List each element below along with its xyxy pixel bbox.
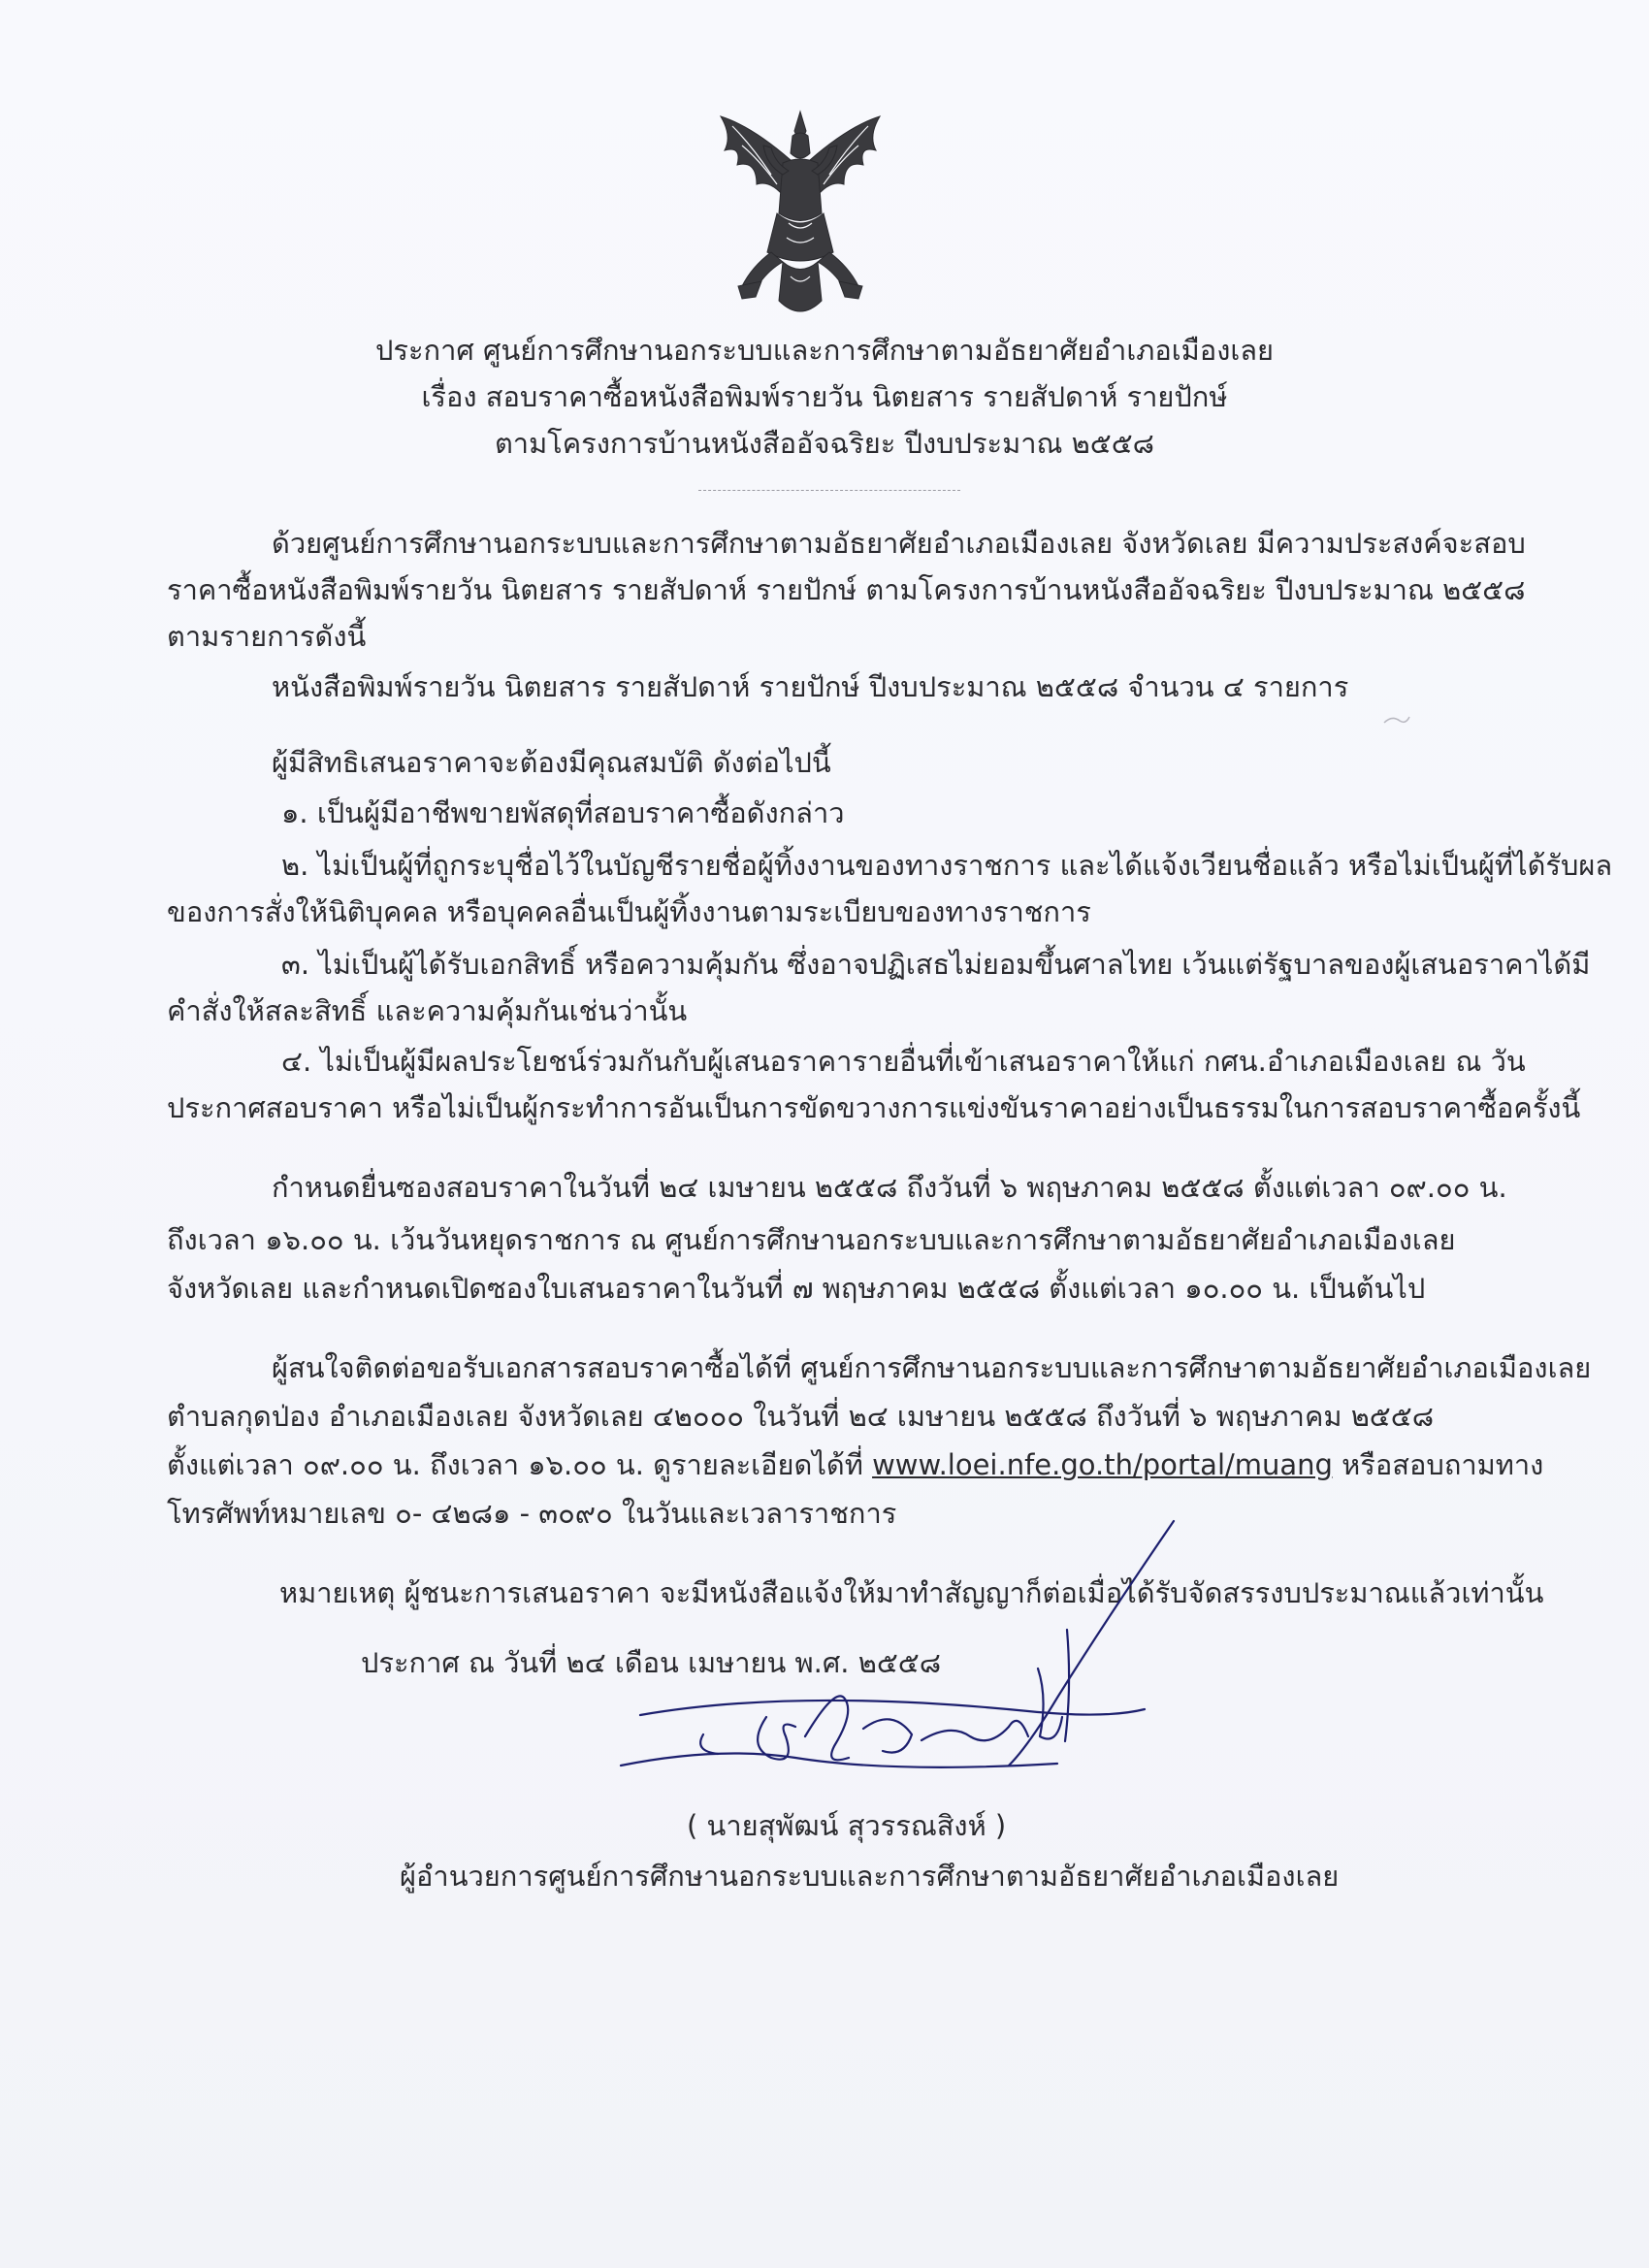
schedule-line: จังหวัดเลย และกำหนดเปิดซองใบเสนอราคาในวันที่ ๗ พฤษภาคม ๒๕๕๘ ตั้งแต่เวลา ๑๐.๐๐ น. เป็นต้นไป <box>167 1272 1426 1305</box>
heading-divider <box>698 490 960 491</box>
schedule-line: กำหนดยื่นซองสอบราคาในวันที่ ๒๔ เมษายน ๒๕๕๘ ถึงวันที่ ๖ พฤษภาคม ๒๕๕๘ ตั้งแต่เวลา ๐๙.๐๐ น. <box>272 1171 1507 1204</box>
intro-line: ด้วยศูนย์การศึกษานอกระบบและการศึกษาตามอัธยาศัยอำเภอเมืองเลย จังหวัดเลย มีความประสงค์จะสอบ <box>272 527 1526 560</box>
qualification-item-cont: คำสั่งให้สละสิทธิ์ และความคุ้มกันเช่นว่านั้น <box>167 994 688 1027</box>
signer-name: ( นายสุพัฒน์ สุวรรณสิงห์ ) <box>687 1809 1007 1842</box>
qualification-item: ๓. ไม่เป็นผู้ได้รับเอกสิทธิ์ หรือความคุ้มกัน ซึ่งอาจปฏิเสธไม่ยอมขึ้นศาลไทย เว้นแต่รัฐบาลของผู้เสนอราคาได้มี <box>281 948 1591 981</box>
paper-speck <box>1382 713 1411 727</box>
signer-title: ผู้อำนวยการศูนย์การศึกษานอกระบบและการศึกษาตามอัธยาศัยอำเภอเมืองเลย <box>400 1860 1340 1893</box>
qualification-item-cont: ประกาศสอบราคา หรือไม่เป็นผู้กระทำการอันเป็นการขัดขวางการแข่งขันราคาอย่างเป็นธรรมในการสอบราคาซื้อครั้งนี้ <box>167 1091 1581 1124</box>
intro-line: ตามรายการดังนี้ <box>167 620 367 653</box>
announcement-date: ประกาศ ณ วันที่ ๒๔ เดือน เมษายน พ.ศ. ๒๕๕๘ <box>361 1646 942 1679</box>
announcement-heading: ประกาศ ศูนย์การศึกษานอกระบบและการศึกษาตามอัธยาศัยอำเภอเมืองเลย <box>374 334 1275 367</box>
project-heading: ตามโครงการบ้านหนังสืออัจฉริยะ ปีงบประมาณ ๒๕๕๘ <box>494 427 1155 460</box>
contact-line: ผู้สนใจติดต่อขอรับเอกสารสอบราคาซื้อได้ที่ ศูนย์การศึกษานอกระบบและการศึกษาตามอัธยาศัยอำเภอเมืองเลย <box>272 1351 1592 1384</box>
contact-text: หรือสอบถามทาง <box>1332 1448 1544 1481</box>
intro-line: ราคาซื้อหนังสือพิมพ์รายวัน นิตยสาร รายสัปดาห์ รายปักษ์ ตามโครงการบ้านหนังสืออัจฉริยะ ปีงบประมาณ ๒๕๕๘ <box>167 573 1526 606</box>
qualification-item: ๔. ไม่เป็นผู้มีผลประโยชน์ร่วมกันกับผู้เสนอราคารายอื่นที่เข้าเสนอราคาให้แก่ กศน.อำเภอเมืองเลย ณ วัน <box>281 1045 1526 1078</box>
contact-line <box>167 1445 1543 1484</box>
website-link[interactable]: www.loei.nfe.go.th/portal/muang <box>872 1448 1333 1481</box>
subject-heading: เรื่อง สอบราคาซื้อหนังสือพิมพ์รายวัน นิตยสาร รายสัปดาห์ รายปักษ์ <box>421 380 1228 413</box>
handwritten-signature <box>601 1504 1242 1814</box>
qualifications-lead: ผู้มีสิทธิเสนอราคาจะต้องมีคุณสมบัติ ดังต่อไปนี้ <box>272 746 831 779</box>
qualification-item: ๒. ไม่เป็นผู้ที่ถูกระบุชื่อไว้ในบัญชีรายชื่อผู้ทิ้งงานของทางราชการ และได้แจ้งเวียนชื่อแล้ว หรือไม่เป็นผู้ที่ได้รับผล <box>281 849 1613 882</box>
item-summary: หนังสือพิมพ์รายวัน นิตยสาร รายสัปดาห์ รายปักษ์ ปีงบประมาณ ๒๕๕๘ จำนวน ๔ รายการ <box>272 670 1349 703</box>
contact-text: ตั้งแต่เวลา ๐๙.๐๐ น. ถึงเวลา ๑๖.๐๐ น. ดูรายละเอียดได้ที่ <box>167 1448 873 1481</box>
schedule-line: ถึงเวลา ๑๖.๐๐ น. เว้นวันหยุดราชการ ณ ศูนย์การศึกษานอกระบบและการศึกษาตามอัธยาศัยอำเภอเมืองเลย <box>167 1223 1456 1256</box>
garuda-emblem-icon <box>713 107 888 325</box>
contact-line: ตำบลกุดป่อง อำเภอเมืองเลย จังหวัดเลย ๔๒๐๐๐ ในวันที่ ๒๔ เมษายน ๒๕๕๘ ถึงวันที่ ๖ พฤษภาคม ๒๕๕๘ <box>167 1400 1435 1433</box>
contact-line: โทรศัพท์หมายเลข ๐- ๔๒๘๑ - ๓๐๙๐ ในวันและเวลาราชการ <box>167 1497 897 1530</box>
note-text: หมายเหตุ ผู้ชนะการเสนอราคา จะมีหนังสือแจ้งให้มาทำสัญญาก็ต่อเมื่อได้รับจัดสรรงบประมาณแล้วเท่านั้น <box>279 1576 1544 1609</box>
qualification-item: ๑. เป็นผู้มีอาชีพขายพัสดุที่สอบราคาซื้อดังกล่าว <box>281 796 845 829</box>
qualification-item-cont: ของการสั่งให้นิติบุคคล หรือบุคคลอื่นเป็นผู้ทิ้งงานตามระเบียบของทางราชการ <box>167 895 1091 928</box>
